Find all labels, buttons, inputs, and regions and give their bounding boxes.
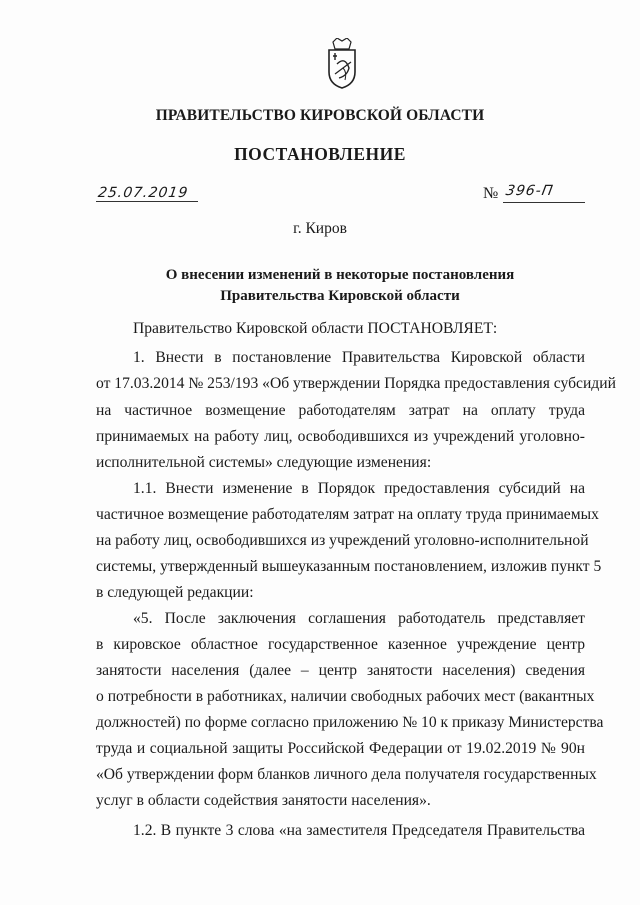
body-line: 1. Внести в постановление Правительства Кировской области — [133, 349, 585, 366]
body-line: Правительство Кировской области ПОСТАНОВЛЯЕТ: — [133, 320, 498, 337]
body-line: 1.1. Внести изменение в Порядок предоставления субсидий на — [133, 480, 585, 497]
body-line: 1.2. В пункте 3 слова «на заместителя Председателя Правительства — [133, 822, 585, 839]
document-number: 396-П — [504, 183, 555, 199]
document-title — [100, 265, 580, 307]
organization-name: ПРАВИТЕЛЬСТВО КИРОВСКОЙ ОБЛАСТИ — [155, 107, 485, 124]
body-line: принимаемых на работу лиц, освободившихся из учреждений уголовно- — [96, 428, 585, 445]
body-line: от 17.03.2014 № 253/193 «Об утверждении Порядка предоставления субсидий — [96, 375, 616, 392]
body-line: в следующей редакции: — [96, 584, 254, 601]
body-line: на частичное возмещение работодателям затрат на оплату труда — [96, 402, 585, 419]
body-line: «Об утверждении форм бланков личного дела получателя государственных — [96, 766, 597, 783]
body-line: в кировское областное государственное казенное учреждение центр — [96, 636, 585, 653]
date-underline — [96, 201, 198, 202]
title-line: О внесении изменений в некоторые постановления — [165, 267, 515, 283]
body-line: «5. После заключения соглашения работодатель представляет — [133, 610, 585, 627]
title-line: Правительства Кировской области — [220, 288, 460, 304]
body-line: на работу лиц, освободившихся из учреждений уголовно-исполнительной — [96, 532, 589, 549]
body-line: о потребности в работниках, наличии свободных рабочих мест (вакантных — [96, 688, 595, 705]
document-date: 25.07.2019 — [96, 185, 190, 201]
body-line: труда и социальной защиты Российской Федерации от 19.02.2019 № 90н — [96, 740, 585, 757]
coat-of-arms-emblem — [325, 38, 359, 90]
number-sign: № — [483, 185, 499, 202]
body-line: должностей) по форме согласно приложению № 10 к приказу Министерства — [96, 714, 604, 731]
body-line: исполнительной системы» следующие изменения: — [96, 454, 432, 471]
city-name: г. Киров — [293, 220, 347, 237]
body-line: системы, утвержденный вышеуказанным постановлением, изложив пункт 5 — [96, 558, 602, 575]
body-line: частичное возмещение работодателям затрат на оплату труда принимаемых — [96, 506, 599, 523]
body-line: услуг в области содействия занятости населения». — [96, 792, 431, 809]
number-underline — [503, 202, 585, 203]
document-type: ПОСТАНОВЛЕНИЕ — [234, 144, 406, 164]
body-line: занятости населения (далее – центр занятости населения) сведения — [96, 662, 585, 679]
